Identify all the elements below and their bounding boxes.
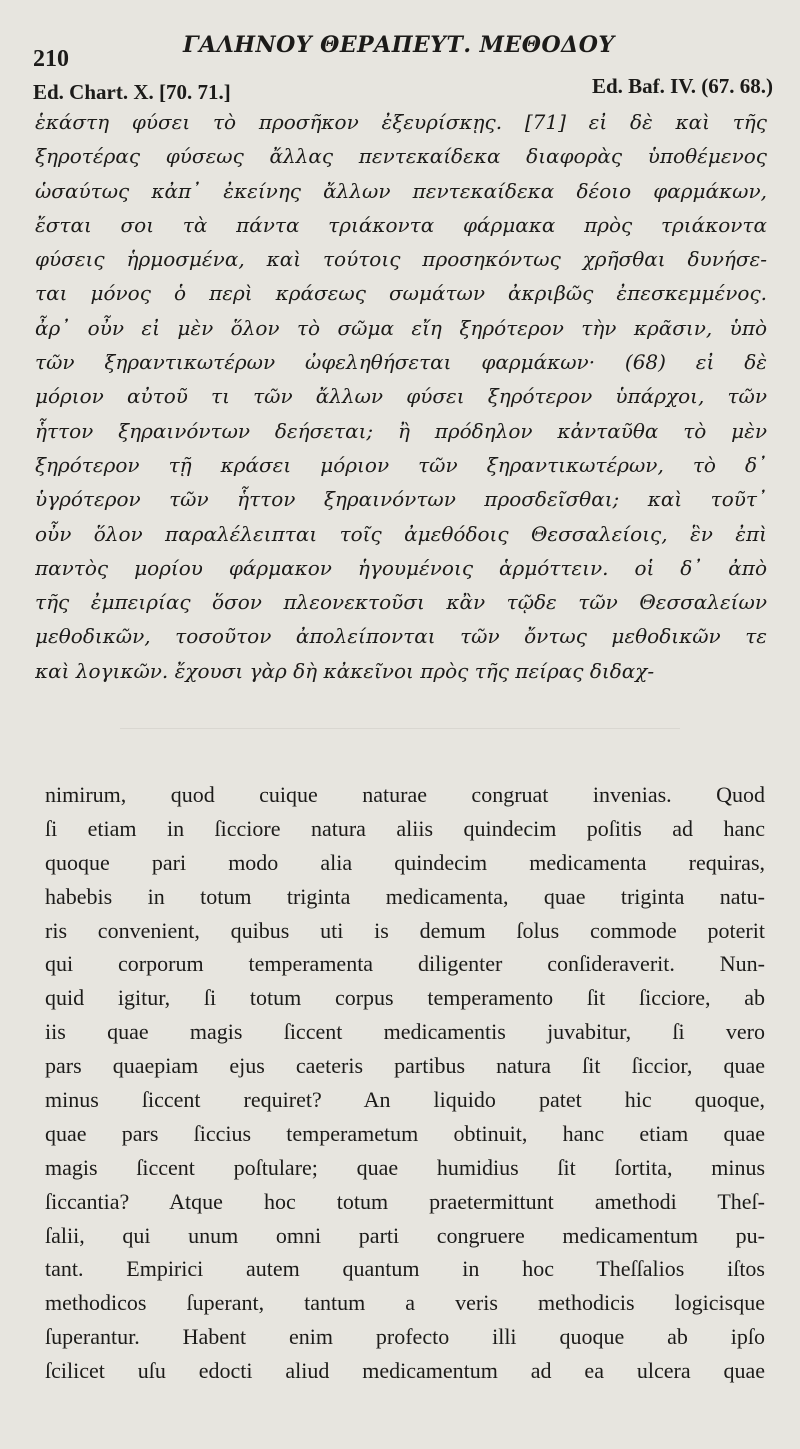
latin-text-line: nimirum, quod cuique naturae congruat invenias. Quod [45, 782, 765, 807]
latin-text-line: quae pars ſiccius temperametum obtinuit, hanc etiam quae [45, 1120, 765, 1146]
greek-text-line: ται μόνος ὁ περὶ κράσεως σωμάτων ἀκριβῶς ἐπεσκεμμένος. [35, 281, 767, 306]
latin-text-line: minus ſiccent requiret? An liquido patet hic quoque, [45, 1087, 765, 1113]
greek-text-line: παντὸς μορίου φάρμακον ἡγουμένοις ἁρμόττειν. οἱ δ᾽ ἀπὸ [35, 555, 767, 580]
greek-text-line: ξηρότερον τῇ κράσει μόριον τῶν ξηραντικωτέρων, τὸ δ᾽ [35, 452, 767, 477]
greek-text-line: τῆς ἐμπειρίας ὅσον πλεονεκτοῦσι κἂν τῷδε τῶν Θεσσαλείων [35, 590, 767, 615]
latin-text-line: magis ſiccent poſtulare; quae humidius ſit ſortita, minus [45, 1154, 765, 1180]
greek-text-line: φύσεις ἡρμοσμένα, καὶ τούτοις προσηκόντως χρῆσθαι δυνήσε- [35, 247, 767, 272]
greek-text-line: ξηροτέρας φύσεως ἄλλας πεντεκαίδεκα διαφορὰς ὑποθέμενος [35, 144, 767, 169]
column-divider [120, 728, 680, 729]
latin-text-line: tant. Empirici autem quantum in hoc Theſſalios iſtos [45, 1256, 765, 1282]
greek-text-line: ἑκάστη φύσει τὸ προσῆκον ἐξευρίσκῃς. [71] εἰ δὲ καὶ τῆς [35, 110, 767, 134]
latin-text-line: ſalii, qui unum omni parti congruere medicamentum pu- [45, 1222, 765, 1248]
latin-text-line: ſuperantur. Habent enim profecto illi quoque ab ipſo [45, 1324, 765, 1350]
latin-text-line: methodicos ſuperant, tantum a veris methodicis logicisque [45, 1290, 765, 1316]
greek-text-line: μεθοδικῶν, τοσοῦτον ἀπολείπονται τῶν ὄντως μεθοδικῶν τε [35, 624, 767, 649]
running-title: ΓΑΛΗΝΟΥ ΘΕΡΑΠΕΥΤ. ΜΕΘΟΔΟΥ [183, 32, 615, 58]
page-number: 210 [33, 46, 69, 72]
latin-text-line: ſcilicet uſu edocti aliud medicamentum ad ea ulcera quae [45, 1358, 765, 1384]
greek-text-line: οὖν ὅλον παραλέλειπται τοῖς ἀμεθόδοις Θεσσαλείοις, ἓν ἐπὶ [35, 521, 767, 546]
latin-text-line: ſiccantia? Atque hoc totum praetermittunt amethodi Theſ- [45, 1188, 765, 1214]
greek-text-line: ὑγρότερον τῶν ἧττον ξηραινόντων προσδεῖσθαι; καὶ τοῦτ᾽ [35, 487, 767, 512]
greek-text-line: ἔσται σοι τὰ πάντα τριάκοντα φάρμακα πρὸς τριάκοντα [35, 212, 767, 237]
edition-reference-chartier: Ed. Chart. X. [70. 71.] [33, 80, 231, 104]
greek-text-line: ἆρ᾽ οὖν εἰ μὲν ὅλον τὸ σῶμα εἴη ξηρότερον τὴν κρᾶσιν, ὑπὸ [35, 315, 767, 340]
latin-text-line: ſi etiam in ſicciore natura aliis quindecim poſitis ad hanc [45, 815, 765, 841]
latin-text-line: quid igitur, ſi totum corpus temperamento ſit ſicciore, ab [45, 985, 765, 1011]
page-header [33, 28, 773, 72]
latin-text-line: habebis in totum triginta medicamenta, quae triginta natu- [45, 883, 765, 909]
greek-text-line: ἧττον ξηραινόντων δεήσεται; ἢ πρόδηλον κἀνταῦθα τὸ μὲν [35, 418, 767, 443]
latin-text-line: iis quae magis ſiccent medicamentis juvabitur, ſi vero [45, 1019, 765, 1045]
greek-text-line: καὶ λογικῶν. ἔχουσι γὰρ δὴ κἀκεῖνοι πρὸς τῆς πείρας διδαχ- [35, 658, 655, 683]
latin-text-line: pars quaepiam ejus caeteris partibus natura ſit ſiccior, quae [45, 1053, 765, 1079]
latin-text-line: ris convenient, quibus uti is demum ſolus commode poterit [45, 917, 765, 943]
greek-text-line: ὡσαύτως κἀπ᾽ ἐκείνης ἄλλων πεντεκαίδεκα δέοιο φαρμάκων, [35, 178, 767, 203]
latin-text-line: quoque pari modo alia quindecim medicamenta requiras, [45, 849, 765, 875]
greek-text-line: τῶν ξηραντικωτέρων ὠφεληθήσεται φαρμάκων· (68) εἰ δὲ [35, 350, 767, 375]
greek-text-line: μόριον αὐτοῦ τι τῶν ἄλλων φύσει ξηρότερον ὑπάρχοι, τῶν [35, 384, 767, 409]
greek-text-block [35, 105, 767, 688]
latin-text-block [45, 778, 765, 1388]
edition-reference-basel: Ed. Baf. IV. (67. 68.) [591, 74, 773, 98]
latin-text-line: qui corporum temperamenta diligenter conſideraverit. Nun- [45, 951, 765, 977]
